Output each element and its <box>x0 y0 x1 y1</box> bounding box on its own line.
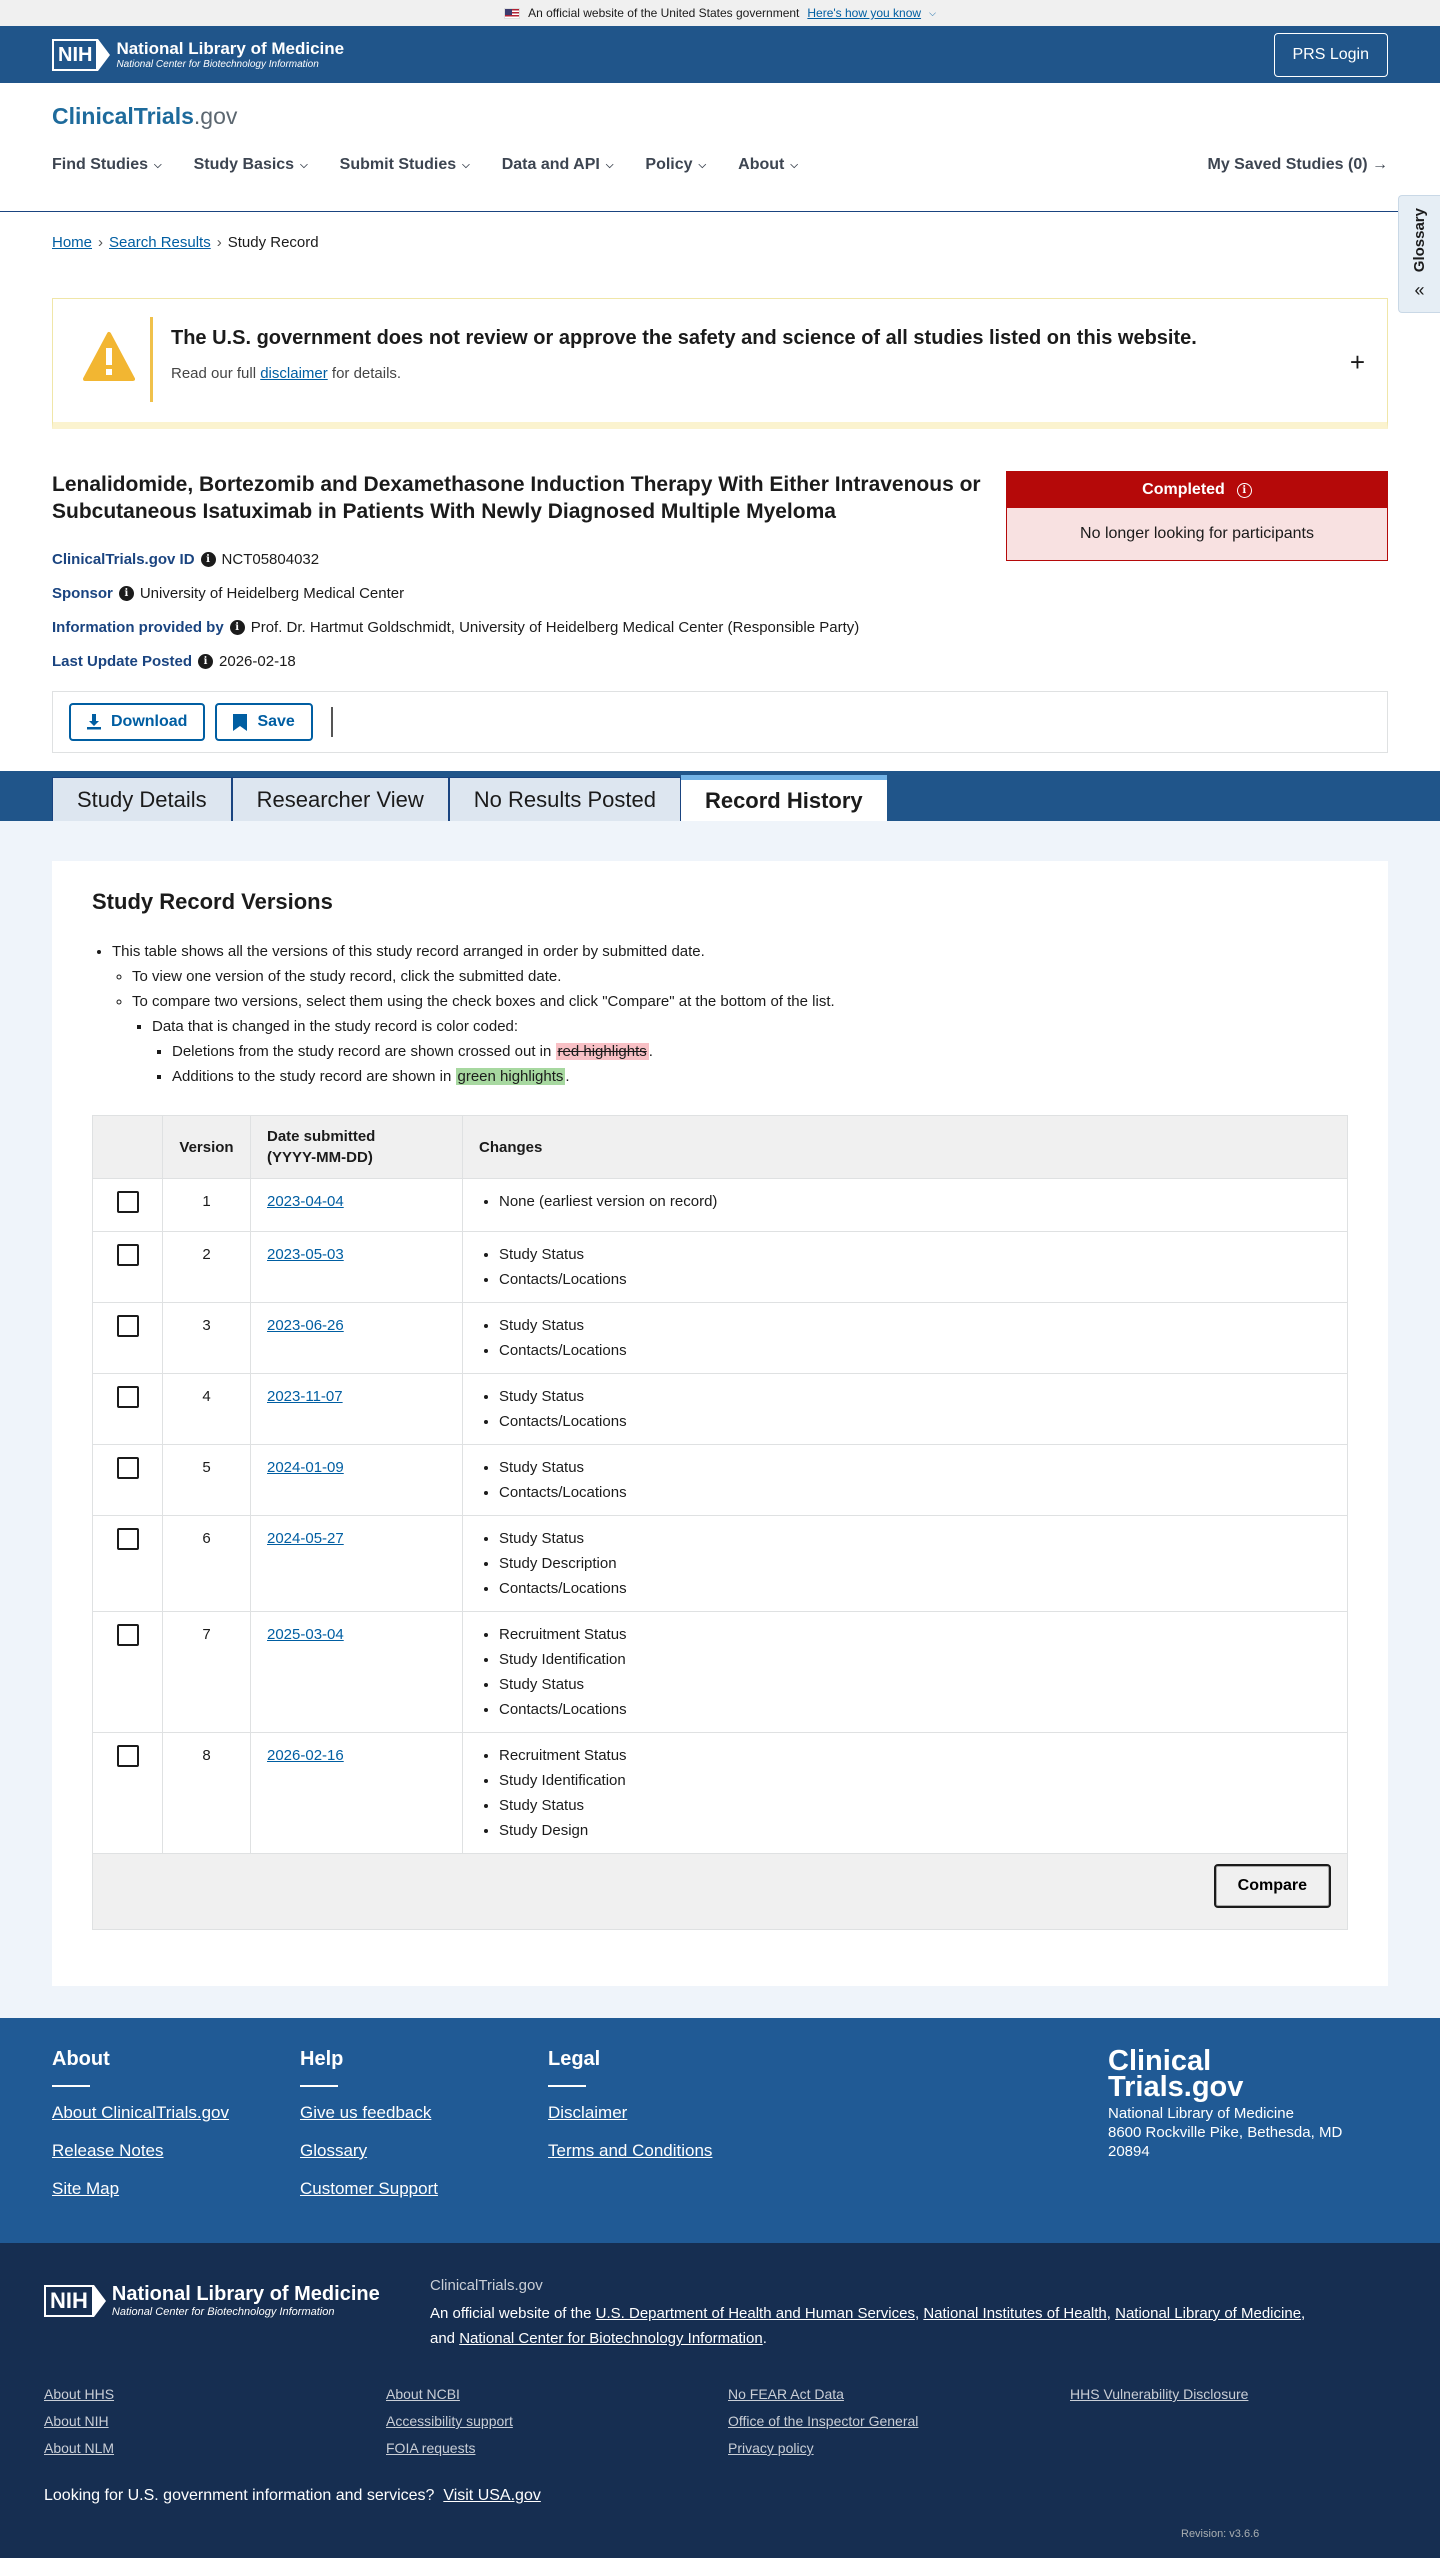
version-row <box>93 1516 1348 1612</box>
nlm-subtitle: National Center for Biotechnology Information <box>116 59 319 70</box>
status-box <box>1006 471 1388 561</box>
version-number: 5 <box>163 1445 251 1516</box>
study-title: Lenalidomide, Bortezomib and Dexamethasone Induction Therapy With Either Intravenous or Subcutaneous Isatuximab in Patients With Newly Diagnosed Multiple Myeloma <box>52 473 981 523</box>
version-changes <box>479 1242 1331 1292</box>
status-label: Completed <box>1142 481 1225 498</box>
download-button[interactable]: Download <box>69 703 205 741</box>
identifier-link-foia-requests[interactable]: FOIA requests <box>386 2440 476 2456</box>
prs-login-button[interactable]: PRS Login <box>1274 33 1389 77</box>
identifier-link-about-nlm[interactable]: About NLM <box>44 2440 115 2456</box>
nlm-footer-logo[interactable]: NIH National Library of Medicine National Center for Biotechnology Information <box>44 2283 380 2318</box>
identifier-link-about-ncbi[interactable]: About NCBI <box>386 2386 460 2402</box>
nih-logo-icon: NIH <box>52 39 110 71</box>
chevron-down-icon: ⌵ <box>154 159 162 171</box>
nav-item-about[interactable]: About ⌵ <box>738 156 798 173</box>
change-item: • Study Description <box>499 1551 1331 1576</box>
info-icon[interactable]: i <box>1237 483 1252 498</box>
version-row <box>93 1232 1348 1303</box>
change-item: • Contacts/Locations <box>499 1480 1331 1505</box>
version-row <box>93 1179 1348 1232</box>
change-item: • Contacts/Locations <box>499 1576 1331 1601</box>
breadcrumb-current: Study Record <box>227 234 319 251</box>
change-item: • Study Identification <box>499 1768 1331 1793</box>
alert-sub: Read our full disclaimer for details. <box>171 365 402 382</box>
study-meta-1 <box>52 551 319 568</box>
meta-value: University of Heidelberg Medical Center <box>139 585 405 602</box>
meta-value: NCT05804032 <box>221 551 320 568</box>
revision: Revision: v3.6.6 <box>1181 2528 1260 2540</box>
study-header <box>0 429 1440 755</box>
info-icon[interactable]: i <box>230 620 245 635</box>
disclaimer-alert <box>52 298 1388 429</box>
change-item: • Study Status <box>499 1455 1331 1480</box>
gov-banner-text: An official website of the United States government <box>528 6 800 20</box>
us-flag-icon <box>504 8 520 19</box>
version-number: 8 <box>163 1733 251 1854</box>
meta-key: Last Update Posted <box>52 653 193 670</box>
nlm-logo[interactable] <box>52 39 344 71</box>
download-icon <box>87 714 101 730</box>
change-item: • Study Status <box>499 1672 1331 1697</box>
usa-gov-link[interactable]: Visit USA.gov <box>443 2487 541 2504</box>
alert-title: The U.S. government does not review or approve the safety and science of all studies listed on this website. <box>171 327 1197 349</box>
warning-icon <box>83 331 135 383</box>
footer-link-terms-and-conditions[interactable]: Terms and Conditions <box>548 2141 713 2160</box>
compare-button[interactable]: Compare <box>1214 1864 1331 1908</box>
version-changes <box>479 1622 1331 1722</box>
footer-link-disclaimer[interactable]: Disclaimer <box>548 2103 628 2122</box>
site-logo[interactable]: ClinicalTrials.gov <box>52 103 238 129</box>
version-checkbox[interactable] <box>117 1244 139 1266</box>
version-number: 1 <box>163 1179 251 1232</box>
tab-researcher-view[interactable]: Researcher View <box>232 777 449 821</box>
study-meta-4 <box>52 653 296 670</box>
info-icon[interactable]: i <box>119 586 134 601</box>
glossary-tab[interactable] <box>1398 195 1440 313</box>
change-item: • Study Status <box>499 1793 1331 1818</box>
change-item: • Study Design <box>499 1818 1331 1843</box>
status-sub: No longer looking for participants <box>1007 508 1387 560</box>
nav-item-find-studies[interactable]: Find Studies ⌵ <box>52 156 162 173</box>
version-changes <box>479 1743 1331 1843</box>
version-date-link[interactable]: 2024-05-27 <box>267 1530 344 1547</box>
identifier-link-accessibility-support[interactable]: Accessibility support <box>386 2413 513 2429</box>
version-date-link[interactable]: 2023-06-26 <box>267 1317 344 1334</box>
record-history-intro: • This table shows all the versions of this study record arranged in order by submitted date. ◦ To view one version of the study record, click the submitted date. ◦ To compare two versions, select them using the check boxes and click "Compare" at the bottom of the list. ▪ Data that is changed in the study record is color coded: ▪ Deletions from the study record are shown crossed out in red highlights . ▪ Additions to the study record are shown in green highlights . <box>92 939 1348 1089</box>
nav-item-data-and-api[interactable]: Data and API ⌵ <box>501 156 614 173</box>
double-chevron-left-icon: « <box>1414 280 1425 301</box>
glossary-tab-label: Glossary <box>1411 208 1428 273</box>
versions-table <box>92 1115 1348 1930</box>
record-history-section <box>0 821 1440 2018</box>
site-header <box>0 83 1440 212</box>
nav-item-study-basics[interactable]: Study Basics ⌵ <box>193 156 308 173</box>
arrow-right-icon: → <box>1372 156 1388 173</box>
disclaimer-link[interactable]: disclaimer <box>260 365 328 382</box>
footer-brand: Clinical Trials.gov National Library of Medicine 8600 Rockville Pike, Bethesda, MD 20894 <box>1108 2048 1398 2161</box>
identifier-link-about-hhs[interactable]: About HHS <box>44 2386 115 2402</box>
chevron-down-icon: ⌵ <box>929 7 936 18</box>
breadcrumb-home[interactable]: Home <box>52 234 93 251</box>
change-item: • Recruitment Status <box>499 1743 1331 1768</box>
version-date-link[interactable]: 2023-05-03 <box>267 1246 344 1263</box>
version-changes <box>479 1189 1331 1214</box>
footer-logo[interactable]: Clinical Trials.gov <box>1108 2045 1244 2103</box>
footer-about: About About ClinicalTrials.gov Release Notes Site Map <box>52 2048 229 2198</box>
identifier-link-hhs-vulnerability-disclosure[interactable]: HHS Vulnerability Disclosure <box>1070 2386 1249 2402</box>
meta-key: Sponsor <box>52 585 113 602</box>
identifier-link-office-of-the-inspector-general[interactable]: Office of the Inspector General <box>728 2413 919 2429</box>
change-item: • Contacts/Locations <box>499 1697 1331 1722</box>
nlm-link[interactable]: National Library of Medicine <box>1115 2305 1302 2322</box>
version-number: 3 <box>163 1303 251 1374</box>
red-highlight-sample: red highlights <box>557 1043 647 1060</box>
version-date-link[interactable]: 2026-02-16 <box>267 1747 344 1764</box>
version-date-link[interactable]: 2025-03-04 <box>267 1626 344 1643</box>
bookmark-icon <box>233 714 247 731</box>
change-item: • Study Identification <box>499 1647 1331 1672</box>
tab-study-details[interactable]: Study Details <box>52 777 232 821</box>
version-row <box>93 1445 1348 1516</box>
version-number: 6 <box>163 1516 251 1612</box>
footer-link-site-map[interactable]: Site Map <box>52 2179 120 2198</box>
tab-record-history[interactable]: Record History <box>681 775 887 821</box>
identifier-link-privacy-policy[interactable]: Privacy policy <box>728 2440 814 2456</box>
gov-banner <box>0 0 1440 26</box>
version-row <box>93 1733 1348 1854</box>
version-row <box>93 1612 1348 1733</box>
change-item: • None (earliest version on record) <box>499 1189 1331 1214</box>
nlm-header <box>0 26 1440 83</box>
breadcrumb: Home › Search Results › Study Record <box>52 234 319 251</box>
version-row <box>93 1303 1348 1374</box>
record-history-card <box>52 861 1388 1986</box>
version-number: 2 <box>163 1232 251 1303</box>
identifier-links <box>44 2386 1412 2456</box>
chevron-down-icon: ⌵ <box>462 159 470 171</box>
version-checkbox[interactable] <box>117 1457 139 1479</box>
meta-key: Information provided by <box>52 619 224 636</box>
meta-key: ClinicalTrials.gov ID <box>52 551 195 568</box>
identifier-footer <box>0 2243 1440 2558</box>
save-button[interactable]: Save <box>215 703 312 741</box>
identifier-site: ClinicalTrials.gov <box>430 2277 543 2294</box>
version-changes <box>479 1384 1331 1434</box>
chevron-down-icon: ⌵ <box>300 159 308 171</box>
breadcrumb-search-results[interactable]: Search Results <box>109 234 211 251</box>
gov-banner-link[interactable]: Here's how you know <box>807 6 922 20</box>
hhs-link[interactable]: U.S. Department of Health and Human Services <box>595 2305 915 2322</box>
chevron-down-icon: ⌵ <box>790 159 798 171</box>
expand-plus-icon[interactable]: + <box>1349 347 1365 377</box>
version-checkbox[interactable] <box>117 1315 139 1337</box>
change-item: • Study Status <box>499 1242 1331 1267</box>
footer-link-customer-support[interactable]: Customer Support <box>300 2179 438 2198</box>
version-number: 4 <box>163 1374 251 1445</box>
meta-value: 2026-02-18 <box>219 653 296 670</box>
chevron-down-icon: ⌵ <box>605 159 614 171</box>
change-item: • Study Status <box>499 1384 1331 1409</box>
study-meta-3 <box>52 619 859 636</box>
nih-link[interactable]: National Institutes of Health <box>923 2305 1107 2322</box>
col-select <box>93 1116 163 1179</box>
change-item: • Study Status <box>499 1526 1331 1551</box>
usa-gov-line: Looking for U.S. government information and services? Visit USA.gov <box>44 2487 541 2504</box>
version-checkbox[interactable] <box>117 1191 139 1213</box>
green-highlight-sample: green highlights <box>457 1068 564 1085</box>
nlm-title: National Library of Medicine <box>116 39 345 58</box>
version-number: 7 <box>163 1612 251 1733</box>
change-item: • Recruitment Status <box>499 1622 1331 1647</box>
info-icon[interactable]: i <box>198 654 213 669</box>
footer <box>0 2018 1440 2243</box>
footer-link-glossary[interactable]: Glossary <box>300 2141 368 2160</box>
main-nav <box>52 156 798 174</box>
version-row <box>93 1374 1348 1445</box>
study-meta-2 <box>52 585 404 602</box>
version-date-link[interactable]: 2023-11-07 <box>267 1388 343 1405</box>
col-date: Date submitted (YYYY-MM-DD) <box>251 1116 463 1179</box>
footer-link-about-clinicaltrials-gov[interactable]: About ClinicalTrials.gov <box>52 2103 229 2122</box>
version-date-link[interactable]: 2023-04-04 <box>267 1193 344 1210</box>
tab-no-results-posted[interactable]: No Results Posted <box>449 777 681 821</box>
identifier-link-no-fear-act-data[interactable]: No FEAR Act Data <box>728 2386 844 2402</box>
version-checkbox[interactable] <box>117 1624 139 1646</box>
study-actions <box>52 691 1388 753</box>
saved-studies-link[interactable]: My Saved Studies (0) → <box>1207 156 1388 173</box>
info-icon[interactable]: i <box>201 552 216 567</box>
version-changes <box>479 1455 1331 1505</box>
footer-link-release-notes[interactable]: Release Notes <box>52 2141 164 2160</box>
ncbi-link[interactable]: National Center for Biotechnology Information <box>459 2330 763 2347</box>
change-item: • Study Status <box>499 1313 1331 1338</box>
version-checkbox[interactable] <box>117 1528 139 1550</box>
change-item: • Contacts/Locations <box>499 1338 1331 1363</box>
col-changes: Changes <box>463 1116 1348 1179</box>
version-changes <box>479 1313 1331 1363</box>
col-version: Version <box>163 1116 251 1179</box>
footer-link-give-us-feedback[interactable]: Give us feedback <box>300 2103 432 2122</box>
nih-logo-icon: NIH <box>44 2285 106 2317</box>
version-changes <box>479 1526 1331 1601</box>
identifier-link-about-nih[interactable]: About NIH <box>44 2413 109 2429</box>
version-checkbox[interactable] <box>117 1745 139 1767</box>
version-date-link[interactable]: 2024-01-09 <box>267 1459 344 1476</box>
version-checkbox[interactable] <box>117 1386 139 1408</box>
meta-value: Prof. Dr. Hartmut Goldschmidt, University of Heidelberg Medical Center (Responsible Party) <box>250 619 860 636</box>
footer-help: Help Give us feedback Glossary Customer Support <box>300 2048 438 2198</box>
change-item: • Contacts/Locations <box>499 1267 1331 1292</box>
chevron-down-icon: ⌵ <box>698 159 707 171</box>
nav-item-policy[interactable]: Policy ⌵ <box>645 156 707 173</box>
nav-item-submit-studies[interactable]: Submit Studies ⌵ <box>339 156 470 173</box>
change-item: • Contacts/Locations <box>499 1409 1331 1434</box>
footer-legal: Legal Disclaimer Terms and Conditions <box>548 2048 713 2160</box>
record-history-heading: Study Record Versions <box>92 889 333 914</box>
identifier-official: An official website of the U.S. Department of Health and Human Services, National Institutes of Health, National Library of Medicine, and National Center for Biotechnology Information. <box>430 2305 1306 2347</box>
study-tabs <box>0 771 1440 821</box>
